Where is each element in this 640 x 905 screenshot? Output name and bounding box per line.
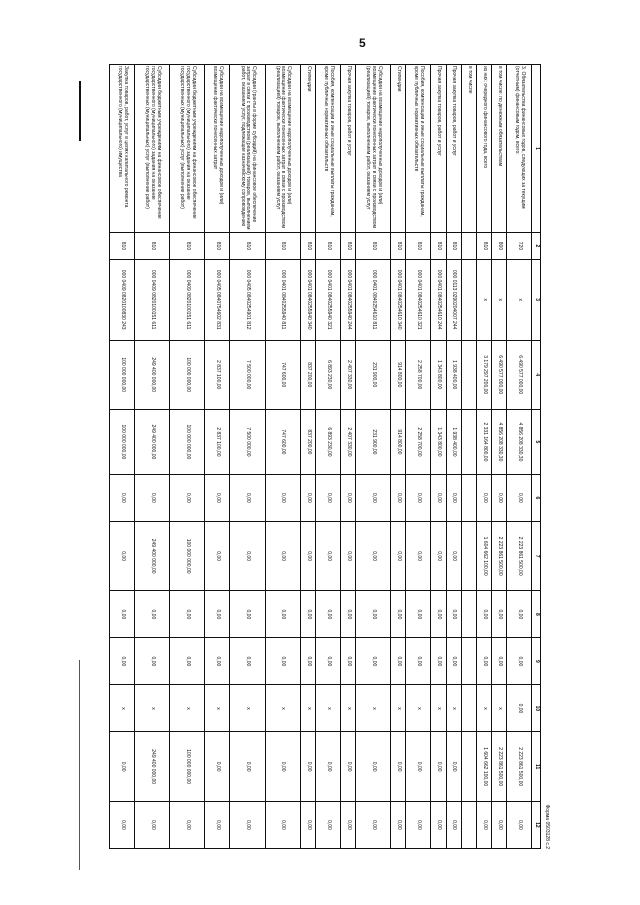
table-cell: 1 604 662 100,00 [476,521,491,590]
table-row [265,65,300,849]
table-cell: 000 0401 0840255940 811 [265,259,300,340]
table-cell: 0,00 [507,638,532,685]
table-cell: 000 0401 0840255940 244 [340,259,355,340]
binding-mark [79,81,81,141]
table-cell: 0,00 [315,474,340,521]
table-cell: 000 0401 0840254610 811 [356,259,391,340]
page-number: 5 [359,36,366,50]
table-row [315,65,340,849]
table-cell: x [170,685,205,732]
table-cell: 100 000 000,00 [110,340,135,409]
column-number-4: 4 [532,340,541,409]
table-cell: 0,00 [315,638,340,685]
table-cell: 2 223 861 500,00 [507,732,532,801]
table-cell: 0,00 [406,732,431,801]
table-cell: 0,00 [170,801,205,848]
column-number-3: 3 [532,259,541,340]
table-row [340,65,355,849]
table-cell: 000 0405 0840754602 831 [205,259,230,340]
table-cell: 100 000 000,00 [170,521,205,590]
column-number-9: 9 [532,638,541,685]
table-cell: 0,00 [300,801,315,848]
table-cell: 100 000 000,00 [170,732,205,801]
table-cell: 6 893 230,00 [315,409,340,474]
form-code: Форма 0503128 с.2 [544,804,550,849]
table-cell: 1 604 662 100,00 [476,732,491,801]
table-cell: 0,00 [391,474,406,521]
table-cell: 0,00 [491,474,506,521]
table-cell: 0,00 [265,732,300,801]
column-number-10: 10 [532,685,541,732]
table-cell: 100 000 000,00 [170,409,205,474]
table-cell: 0,00 [491,801,506,848]
table-cell: 000 0409 0820100151 611 [170,259,205,340]
table-cell: 0,00 [135,474,170,521]
table-cell: 7 500 000,00 [230,340,265,409]
table-cell: 0,00 [315,801,340,848]
row-label: Субсидии (гранты в форме субсидий) на финансовое обеспечение затрат в связи с производством (реализацией) товаров, выполнением работ, оказанием услуг, подлежащие казначейскому сопровождению [230,65,265,233]
table-cell: 0,00 [110,474,135,521]
column-number-row [532,65,541,849]
table-cell: 0,00 [205,638,230,685]
table-cell: 0,00 [431,732,446,801]
table-cell: 0,00 [406,474,431,521]
table-cell: 0,00 [230,638,265,685]
table-cell: 810 [446,233,461,260]
table-cell: 0,00 [476,591,491,638]
table-cell [461,474,476,521]
table-cell: 0,00 [507,591,532,638]
binding-line [79,660,80,870]
column-number-11: 11 [532,732,541,801]
table-cell: 810 [110,233,135,260]
table-cell: 249 400 000,00 [135,409,170,474]
table-cell: 4 856 208 330,30 [491,409,506,474]
table-cell: 0,00 [446,801,461,848]
row-label: в том числе: по денежным обязательствам [491,65,506,233]
table-cell: 231 900,00 [356,409,391,474]
table-cell: 249 400 000,00 [135,521,170,590]
table-cell: 100 000 000,00 [110,409,135,474]
table-cell: 0,00 [300,732,315,801]
table-cell: 249 400 000,00 [135,340,170,409]
table-cell: 0,00 [265,474,300,521]
table-cell [461,233,476,260]
table-cell: 0,00 [356,732,391,801]
table-cell: 2 258 700,00 [406,409,431,474]
row-label: Прочая закупка товаров, работ и услуг [446,65,461,233]
table-cell: 2 223 861 500,00 [491,521,506,590]
column-number-2: 2 [532,233,541,260]
obligations-table [109,64,550,849]
table-cell: 0,00 [340,638,355,685]
table-cell: 0,00 [356,591,391,638]
table-cell: 810 [135,233,170,260]
table-cell: 810 [431,233,446,260]
table-cell: 0,00 [230,801,265,848]
table-cell: 2 837 100,00 [205,409,230,474]
table-cell: 0,00 [205,474,230,521]
table-cell: 2 331 164 800,00 [476,409,491,474]
row-label: Субсидии бюджетным учреждениям на финансовое обеспечение государственного (муниципального) задания на оказание государственных (муниципальных) услуг (выполнение работ) [135,65,170,233]
row-label: Пособия, компенсации и иные социальные выплаты гражданам, кроме публичных нормативных обязательств [406,65,431,233]
table-row [446,65,461,849]
table-cell: 2 837 100,00 [205,340,230,409]
column-number-6: 6 [532,474,541,521]
table-cell: 0,00 [205,732,230,801]
table-cell: x [491,259,506,340]
table-cell: x [315,685,340,732]
table-cell: 000 0401 0840255940 321 [315,259,340,340]
table-cell: 0,00 [476,638,491,685]
table-cell: x [340,685,355,732]
table-cell: 0,00 [315,732,340,801]
column-number-8: 8 [532,591,541,638]
table-cell: 0,00 [265,638,300,685]
table-cell: 0,00 [110,521,135,590]
table-cell: 0,00 [110,801,135,848]
table-cell: 810 [300,233,315,260]
table-cell: 0,00 [300,591,315,638]
table-cell: 100 000 000,00 [170,340,205,409]
table-cell [461,521,476,590]
table-cell: 810 [205,233,230,260]
table-row [491,65,506,849]
table-cell: x [491,685,506,732]
table-cell: 0,00 [340,474,355,521]
table-cell: 0,00 [170,474,205,521]
table-cell: 0,00 [431,474,446,521]
table-row [507,65,532,849]
table-cell: 0,00 [431,638,446,685]
table-cell: 0,00 [476,801,491,848]
table-cell: 0,00 [446,521,461,590]
table-cell: 0,00 [446,638,461,685]
table-cell: 0,00 [431,521,446,590]
table-cell: 0,00 [406,591,431,638]
table-cell: 0,00 [491,638,506,685]
table-cell: 837 200,00 [300,340,315,409]
row-label: Стипендии [300,65,315,233]
table-cell: 2 407 330,00 [340,409,355,474]
table-cell: 0,00 [446,474,461,521]
table-cell: 810 [391,233,406,260]
row-label: Закупка товаров, работ, услуг в целях капитального ремонта государственного (муниципального) имущества [110,65,135,233]
row-label: Пособия, компенсации и иные социальные выплаты гражданам, кроме публичных нормативных обязательств [315,65,340,233]
rotated-report-frame [109,64,550,849]
table-cell: 0,00 [205,591,230,638]
table-cell: 1 938 400,00 [446,340,461,409]
table-cell: 1 938 400,00 [446,409,461,474]
table-cell: x [135,685,170,732]
table-cell: 6 490 577 000,00 [507,340,532,409]
table-cell: 0,00 [391,591,406,638]
row-label: Прочая закупка товаров, работ и услуг [431,65,446,233]
table-cell: 0,00 [507,685,532,732]
table-cell: 0,00 [230,521,265,590]
table-cell: 810 [230,233,265,260]
table-cell: x [205,685,230,732]
table-cell: x [356,685,391,732]
table-cell: 000 0401 0840254610 340 [391,259,406,340]
table-cell: 0,00 [406,801,431,848]
table-cell: 0,00 [315,521,340,590]
table-cell: 6 490 577 000,00 [491,340,506,409]
table-cell: 0,00 [135,638,170,685]
table-cell: 0,00 [205,801,230,848]
table-cell: 231 900,00 [356,340,391,409]
row-label: Стипендии [391,65,406,233]
table-cell: 800 [491,233,506,260]
table-row [300,65,315,849]
table-cell: 0,00 [300,521,315,590]
table-row [476,65,491,849]
table-cell: 0,00 [356,638,391,685]
table-cell: 0,00 [356,474,391,521]
table-row [461,65,476,849]
table-cell: 0,00 [340,591,355,638]
table-cell: 000 0409 0820100151 611 [135,259,170,340]
table-cell: 0,00 [491,591,506,638]
table-cell: 0,00 [135,591,170,638]
table-cell: 0,00 [446,732,461,801]
column-number-5: 5 [532,409,541,474]
table-cell [461,409,476,474]
table-row [110,65,135,849]
table-row [406,65,431,849]
table-row [170,65,205,849]
table-cell: 0,00 [205,521,230,590]
table-row [356,65,391,849]
table-cell: x [265,685,300,732]
table-cell [461,801,476,848]
table-cell: 000 0401 0840254610 244 [431,259,446,340]
table-cell: 0,00 [356,521,391,590]
table-cell: 1 343 800,00 [431,409,446,474]
table-cell: 2 223 861 500,00 [507,521,532,590]
table-cell: 0,00 [110,591,135,638]
table-cell: 0,00 [265,591,300,638]
table-cell: 000 0405 0840254901 812 [230,259,265,340]
table-cell: 0,00 [300,638,315,685]
table-cell: 249 400 000,00 [135,732,170,801]
table-cell [461,732,476,801]
row-label: Прочая закупка товаров, работ и услуг [340,65,355,233]
table-cell [461,591,476,638]
table-cell: x [507,259,532,340]
table-cell: 810 [315,233,340,260]
table-row [135,65,170,849]
table-cell: x [391,685,406,732]
table-row [431,65,446,849]
table-cell [461,638,476,685]
table-cell: x [406,685,431,732]
table-cell: x [110,685,135,732]
column-number-1: 1 [532,65,541,233]
table-cell: 0,00 [391,638,406,685]
table-cell: x [476,685,491,732]
table-cell: 0,00 [340,521,355,590]
table-body [110,65,532,849]
column-number-7: 7 [532,521,541,590]
row-label: Субсидии бюджетным учреждениям на финансовое обеспечение государственного (муниципального) задания на оказание государственных (муниципальных) услуг (выполнение работ) [170,65,205,233]
table-cell: 0,00 [431,591,446,638]
table-cell: x [300,685,315,732]
table-cell: 6 893 230,00 [315,340,340,409]
table-cell: 2 407 330,00 [340,340,355,409]
table-row [391,65,406,849]
table-cell [461,685,476,732]
table-row [205,65,230,849]
table-cell: 0,00 [300,474,315,521]
table-cell: 0,00 [356,801,391,848]
table-cell: 0,00 [230,732,265,801]
table-cell: 0,00 [507,801,532,848]
row-label: 3. Обязательства финансовых годов, следующих за текущим (отчетным) финансовым годом, всего: [507,65,532,233]
table-cell: 0,00 [431,801,446,848]
row-label: из них: очередного финансового года, всего [476,65,491,233]
table-cell: 2 223 861 500,00 [491,732,506,801]
row-label: Субсидии на возмещение недополученных доходов и (или) возмещение фактически понесенных затрат [205,65,230,233]
table-cell: 914 800,00 [391,340,406,409]
table-cell: 810 [356,233,391,260]
table-cell: 0,00 [446,591,461,638]
table-cell: 0,00 [391,521,406,590]
table-cell: 0,00 [110,638,135,685]
table-cell: 747 600,00 [265,340,300,409]
table-cell: 0,00 [406,521,431,590]
table-cell: x [446,685,461,732]
table-cell: 0,00 [265,521,300,590]
table-cell: 0,00 [476,474,491,521]
table-cell: 0,00 [265,801,300,848]
row-label: Субсидии на возмещение недополученных доходов и (или) возмещение фактически понесенных затрат в связи с производством (реализацией) товаров, выполнением работ, оказанием услуг [356,65,391,233]
table-cell: 810 [170,233,205,260]
table-cell: 0,00 [110,732,135,801]
table-cell: x [476,259,491,340]
report-grid [109,64,541,849]
table-cell: 747 600,00 [265,409,300,474]
table-cell: 1 343 800,00 [431,340,446,409]
table-cell: x [230,685,265,732]
column-number-12: 12 [532,801,541,848]
table-cell: 0,00 [340,801,355,848]
table-cell: 837 200,00 [300,409,315,474]
table-cell: 810 [265,233,300,260]
table-cell: 0,00 [135,801,170,848]
table-cell: 000 0409 0820100830 243 [110,259,135,340]
table-cell: 0,00 [406,638,431,685]
table-cell: 810 [476,233,491,260]
table-cell: 0,00 [391,801,406,848]
row-label: в том числе [461,65,476,233]
table-cell: 0,00 [340,732,355,801]
table-cell: 000 0401 0840255940 340 [300,259,315,340]
table-cell: 0,00 [391,732,406,801]
table-row [230,65,265,849]
table-cell: 000 0401 0840254610 321 [406,259,431,340]
table-cell: 7 500 000,00 [230,409,265,474]
table-cell: 000 0113 0290204007 244 [446,259,461,340]
table-cell: 810 [406,233,431,260]
table-cell: 0,00 [230,591,265,638]
table-cell: 0,00 [507,474,532,521]
row-label: Субсидии на возмещение недополученных доходов и (или) возмещение фактически понесенных затрат в связи с производством (реализацией) товаров, выполнением работ, оказанием услуг [265,65,300,233]
table-cell: 3 179 297 200,00 [476,340,491,409]
table-cell [461,259,476,340]
table-cell: 0,00 [170,591,205,638]
table-cell: 0,00 [230,474,265,521]
table-cell: 2 258 700,00 [406,340,431,409]
table-cell: 0,00 [315,591,340,638]
table-cell: x [431,685,446,732]
table-cell: 4 856 208 330,30 [507,409,532,474]
table-cell: 914 800,00 [391,409,406,474]
table-cell: 0,00 [170,638,205,685]
table-cell [461,340,476,409]
table-cell: 720 [507,233,532,260]
table-cell: 810 [340,233,355,260]
